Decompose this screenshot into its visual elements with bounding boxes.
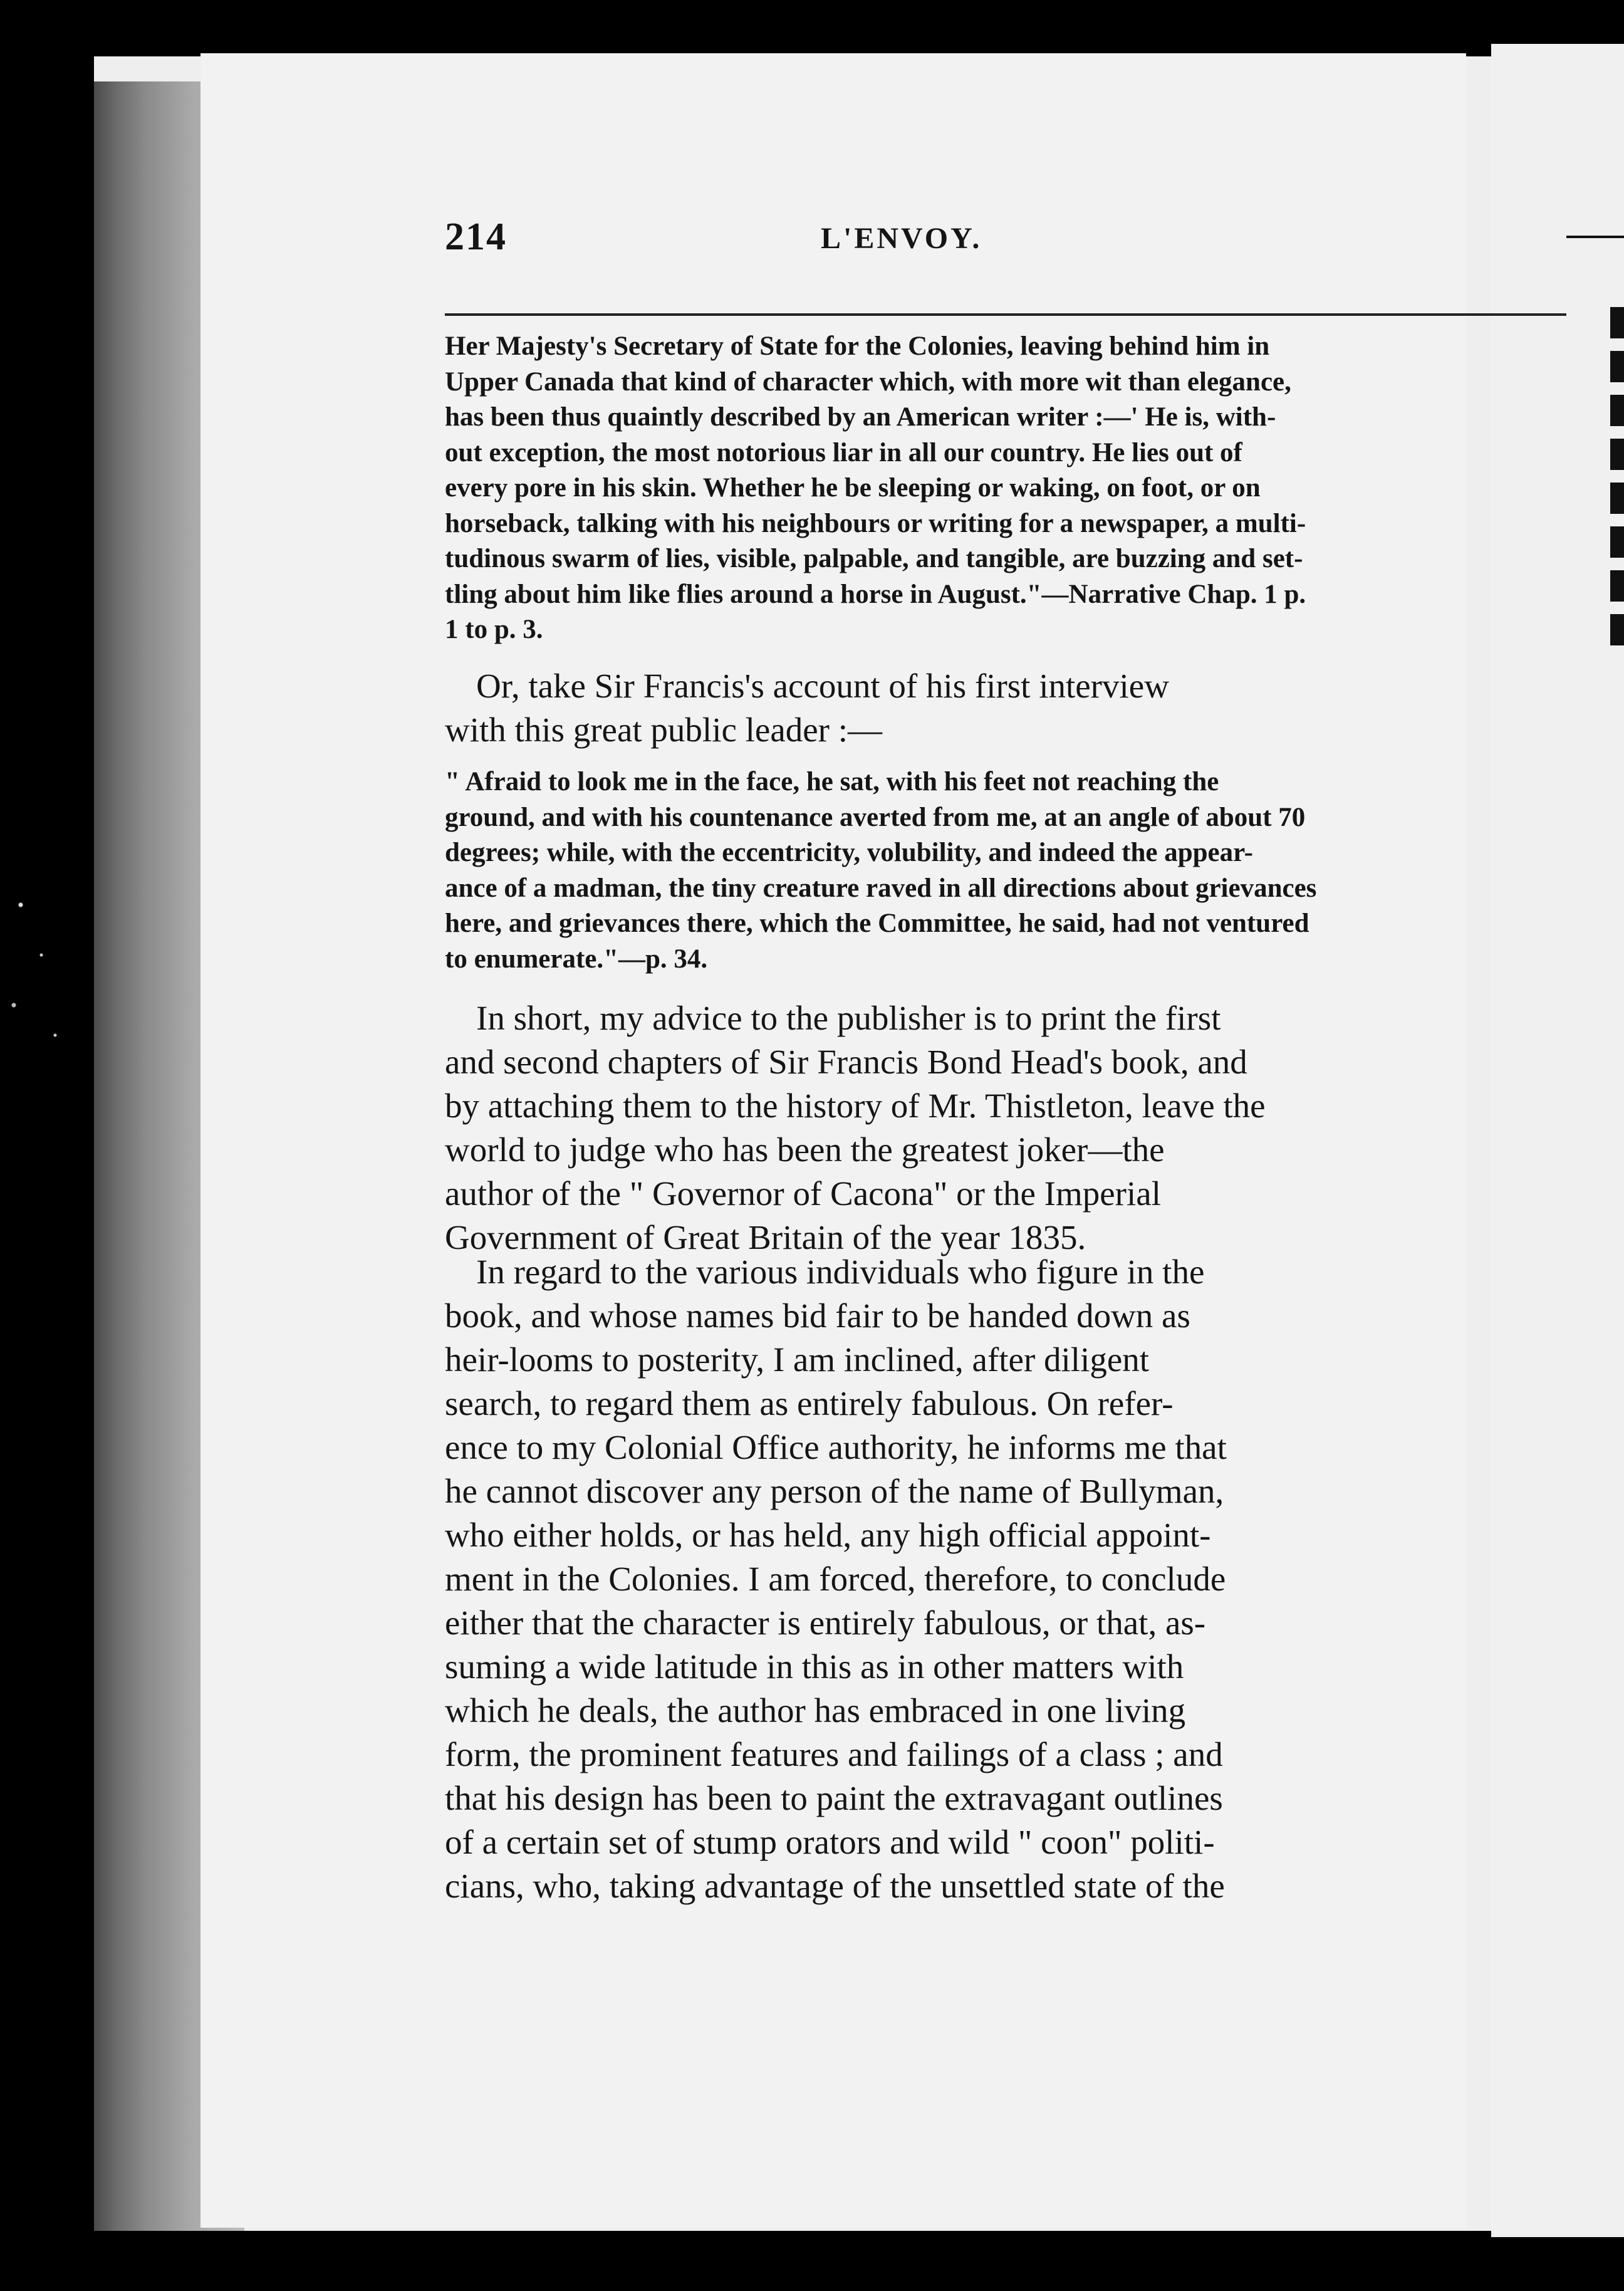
text-line: with this great public leader :— xyxy=(445,711,883,749)
text-line: In short, my advice to the publisher is to print the first xyxy=(476,999,1221,1037)
text-line: horseback, talking with his neighbours or writing for a newspaper, a multi- xyxy=(445,508,1306,538)
page-number: 214 xyxy=(445,216,507,258)
text-line: form, the prominent features and failings of a class ; and xyxy=(445,1735,1223,1773)
text-line: here, and grievances there, which the Committee, he said, had not ventured xyxy=(445,909,1309,938)
text-line: ance of a madman, the tiny creature raved in all directions about grievances xyxy=(445,873,1317,903)
header-rule xyxy=(445,313,1566,316)
book-page xyxy=(200,53,1466,2228)
text-line: book, and whose names bid fair to be handed down as xyxy=(445,1297,1190,1335)
text-line: out exception, the most notorious liar in all our country. He lies out of xyxy=(445,437,1242,467)
text-line: Her Majesty's Secretary of State for the Colonies, leaving behind him in xyxy=(445,331,1270,361)
text-line: In regard to the various individuals who figure in the xyxy=(476,1253,1205,1291)
facing-page-clipped-text xyxy=(1610,307,1624,658)
text-line: by attaching them to the history of Mr. Thistleton, leave the xyxy=(445,1087,1266,1125)
text-line: every pore in his skin. Whether he be sleeping or waking, on foot, or on xyxy=(445,473,1261,503)
margin-speckle xyxy=(0,865,69,1065)
text-line: suming a wide latitude in this as in other matters with xyxy=(445,1647,1184,1686)
text-line: 1 to p. 3. xyxy=(445,615,543,644)
text-line: and second chapters of Sir Francis Bond Head's book, and xyxy=(445,1043,1247,1081)
text-line: ence to my Colonial Office authority, he informs me that xyxy=(445,1428,1227,1466)
text-line: to enumerate."—p. 34. xyxy=(445,944,708,974)
text-line: either that the character is entirely fabulous, or that, as- xyxy=(445,1604,1206,1642)
text-line: heir-looms to posterity, I am inclined, after diligent xyxy=(445,1340,1150,1379)
intro-paragraph xyxy=(445,664,1554,752)
text-line: tling about him like flies around a horse in August."—Narrative Chap. 1 p. xyxy=(445,579,1306,609)
block-quote xyxy=(445,765,1554,977)
text-line: " Afraid to look me in the face, he sat, with his feet not reaching the xyxy=(445,767,1219,796)
text-line: ground, and with his countenance averted from me, at an angle of about 70 xyxy=(445,802,1306,832)
paragraph-in-regard xyxy=(445,1250,1554,1908)
text-line: who either holds, or has held, any high official appoint- xyxy=(445,1516,1211,1554)
text-line: of a certain set of stump orators and wild " coon" politi- xyxy=(445,1823,1215,1861)
text-line: cians, who, taking advantage of the unsettled state of the xyxy=(445,1867,1225,1905)
text-line: which he deals, the author has embraced in one living xyxy=(445,1691,1186,1730)
text-line: ment in the Colonies. I am forced, therefore, to conclude xyxy=(445,1560,1226,1598)
text-line: author of the " Governor of Cacona" or the Imperial xyxy=(445,1174,1161,1213)
text-line: has been thus quaintly described by an American writer :—' He is, with- xyxy=(445,402,1276,432)
text-line: world to judge who has been the greatest joker—the xyxy=(445,1130,1165,1169)
text-line: degrees; while, with the eccentricity, volubility, and indeed the appear- xyxy=(445,838,1253,867)
facing-page-rule xyxy=(1566,236,1624,238)
text-line: search, to regard them as entirely fabulous. On refer- xyxy=(445,1384,1174,1422)
text-line: he cannot discover any person of the name of Bullyman, xyxy=(445,1472,1224,1510)
text-line: tudinous swarm of lies, visible, palpable, and tangible, are buzzing and set- xyxy=(445,544,1303,573)
footnote-continuation xyxy=(445,329,1554,648)
text-line: that his design has been to paint the extravagant outlines xyxy=(445,1779,1223,1817)
paragraph-in-short xyxy=(445,996,1554,1260)
page-header xyxy=(200,215,1466,259)
text-line: Government of Great Britain of the year 1835. xyxy=(445,1218,1086,1256)
text-line: Upper Canada that kind of character which, with more wit than elegance, xyxy=(445,367,1291,397)
running-head: L'ENVOY. xyxy=(821,222,982,255)
text-line: Or, take Sir Francis's account of his first interview xyxy=(476,667,1169,705)
